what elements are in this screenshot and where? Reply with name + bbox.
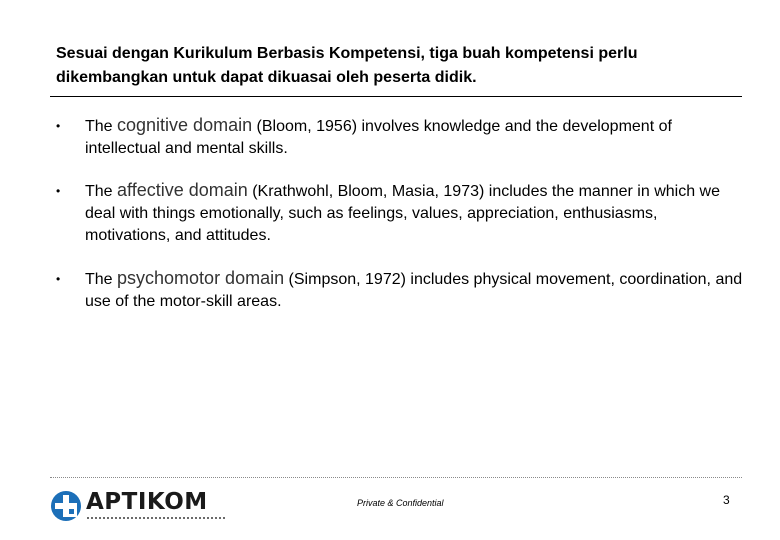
title-divider: [50, 96, 742, 97]
slide-title: Sesuai dengan Kurikulum Berbasis Kompetensi, tiga buah kompetensi perlu dikembangkan untuk dapat dikuasai oleh peserta didik.: [56, 45, 638, 86]
confidential-label: Private & Confidential: [357, 498, 444, 508]
aptikom-logo-icon: [50, 490, 82, 522]
logo-wordmark: APTIKOM: [86, 489, 208, 515]
bullet-text: (Simpson, 1972) includes physical movement, coordination, and use of the motor-skill areas.: [85, 271, 743, 310]
aptikom-logo: [50, 488, 230, 524]
bullet-lead: The: [85, 183, 118, 200]
bullet-item-psychomotor: [56, 267, 746, 313]
bullet-dot: •: [56, 184, 61, 198]
footer-divider: [50, 477, 742, 478]
bullet-dot: •: [56, 119, 61, 133]
bullet-text: (Bloom, 1956) involves knowledge and the development of intellectual and mental skills.: [85, 118, 672, 157]
bullet-term-cognitive: cognitive domain: [117, 115, 253, 135]
bullet-term-affective: affective domain: [117, 180, 248, 200]
bullet-item-cognitive: [56, 114, 746, 160]
bullet-item-affective: [56, 179, 746, 247]
bullet-lead: The: [85, 118, 118, 135]
bullet-text: (Krathwohl, Bloom, Masia, 1973) includes the manner in which we deal with things emotionally, such as feelings, values, appreciation, enthusiasms, motivations, and attitudes.: [85, 183, 720, 244]
bullet-dot: •: [56, 272, 61, 286]
page-number: 3: [723, 493, 730, 507]
logo-tagline-line: [87, 517, 225, 519]
bullet-list: [56, 114, 746, 332]
bullet-term-psychomotor: psychomotor domain: [117, 268, 285, 288]
bullet-lead: The: [85, 271, 118, 288]
